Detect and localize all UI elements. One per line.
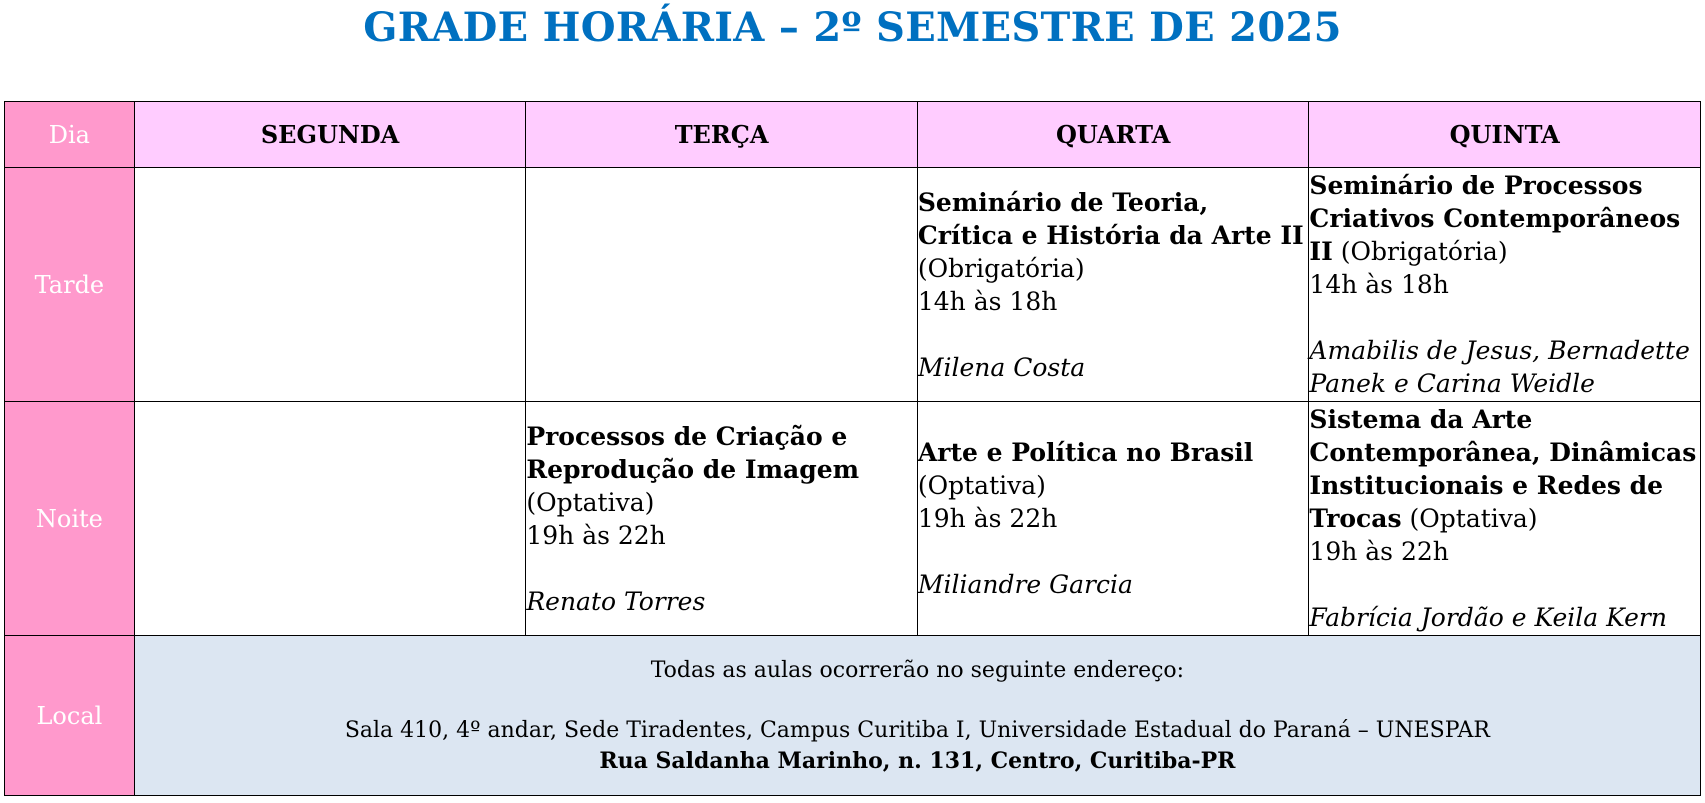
course-time: 19h às 22h [1309,537,1449,566]
day-header-terca: TERÇA [526,102,918,168]
dia-header: Dia [5,102,135,168]
course-title: Sistema da Arte Contemporânea, Dinâmicas Institucionais e Redes de Trocas [1309,405,1697,533]
local-row [5,636,1701,796]
local-address: Rua Saldanha Marinho, n. 131, Centro, Curitiba-PR [599,747,1236,774]
noite-row [5,402,1701,636]
course-type: (Obrigatória) [917,253,1085,283]
course-professor: Miliandre Garcia [917,570,1133,599]
cell-tarde-terca [526,168,918,402]
day-header-quarta: QUARTA [917,102,1309,168]
schedule-table [4,101,1701,796]
course-type: (Obrigatória) [1340,237,1508,266]
local-info [134,636,1700,796]
course-type: (Optativa) [1409,504,1538,533]
local-room: Sala 410, 4º andar, Sede Tiradentes, Campus Curitiba I, Universidade Estadual do Paraná – UNESPAR [344,717,1490,743]
course-title: Arte e Política no Brasil [917,438,1254,467]
local-intro: Todas as aulas ocorrerão no seguinte endereço: [650,657,1185,683]
cell-tarde-quarta [917,168,1309,402]
page-title: GRADE HORÁRIA – 2º SEMESTRE DE 2025 [363,4,1342,51]
cell-noite-quarta [917,402,1309,636]
day-header-segunda: SEGUNDA [134,102,526,168]
course-type: (Optativa) [526,487,655,517]
header-row [5,102,1701,168]
course-professor: Amabilis de Jesus, Bernadette Panek e Carina Weidle [1309,336,1690,398]
day-header-quinta: QUINTA [1309,102,1701,168]
period-label-local: Local [5,636,135,796]
course-time: 19h às 22h [526,520,666,550]
period-label-tarde: Tarde [5,168,135,402]
course-time: 14h às 18h [1309,270,1449,299]
course-professor: Fabrícia Jordão e Keila Kern [1309,603,1667,632]
cell-noite-segunda [134,402,526,636]
course-professor: Renato Torres [526,586,706,616]
cell-tarde-quinta [1309,168,1701,402]
course-professor: Milena Costa [917,352,1086,382]
course-title: Seminário de Processos Criativos Contemporâneos II [1309,171,1681,266]
period-label-noite: Noite [5,402,135,636]
cell-tarde-segunda [134,168,526,402]
tarde-row [5,168,1701,402]
course-type: (Optativa) [917,471,1046,500]
cell-noite-terca [526,402,918,636]
cell-noite-quinta [1309,402,1701,636]
course-title: Seminário de Teoria, Crítica e História da Arte II [917,187,1304,250]
course-title: Processos de Criação e Reprodução de Imagem [526,421,860,484]
course-time: 19h às 22h [917,504,1058,533]
course-time: 14h às 18h [917,286,1058,316]
